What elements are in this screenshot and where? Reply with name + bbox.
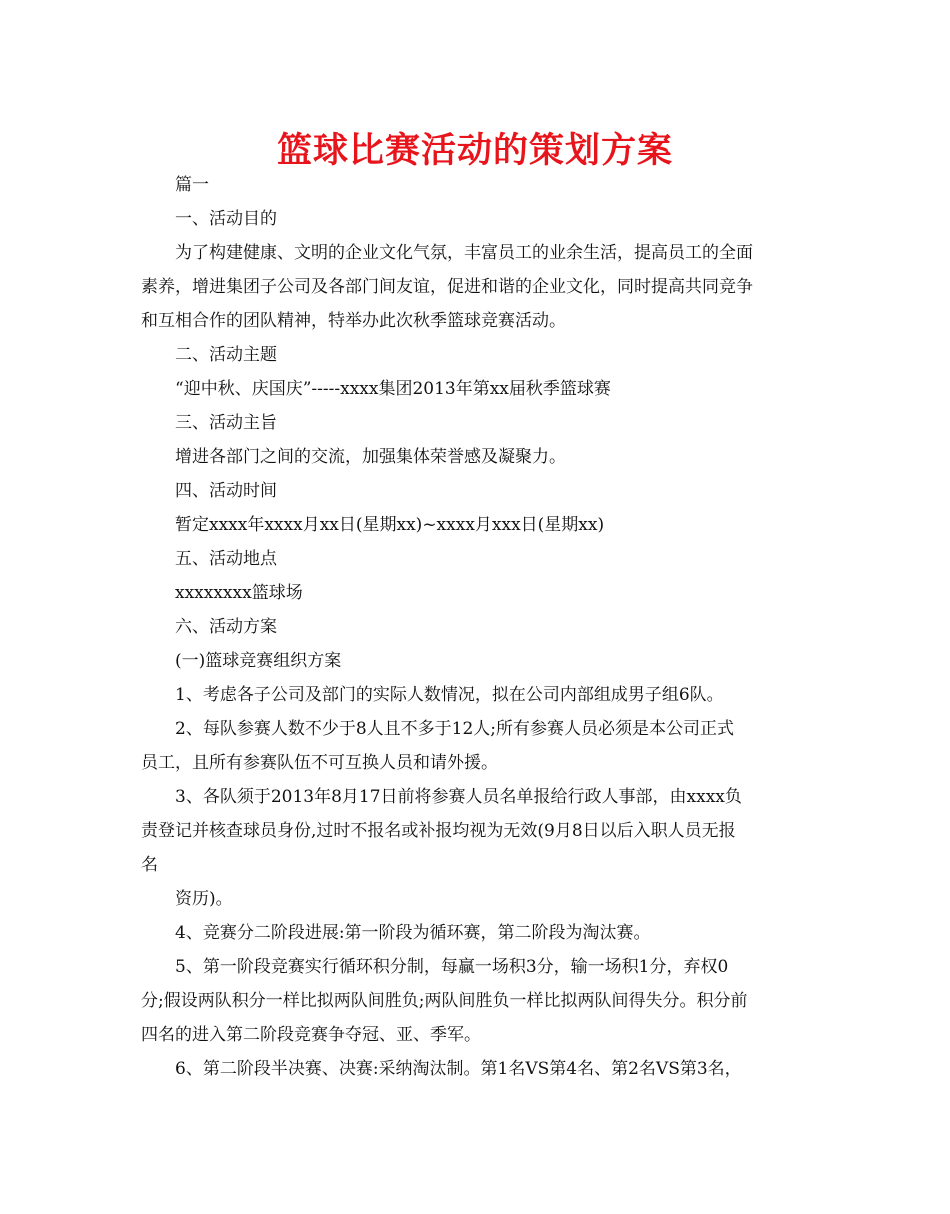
section-heading: 六、活动方案: [175, 617, 277, 637]
paragraph-line: 6、第二阶段半决赛、决赛:采纳淘汰制。第1名VS第4名、第2名VS第3名，: [175, 1059, 742, 1079]
paragraph-line: 3、各队须于2013年8月17日前将参赛人员名单报给行政人事部，由xxxx负: [175, 787, 742, 807]
paragraph-line: 分;假设两队积分一样比拟两队间胜负;两队间胜负一样比拟两队间得失分。积分前: [141, 991, 748, 1011]
section-heading: 五、活动地点: [175, 549, 277, 569]
part-label: 篇一: [175, 175, 209, 195]
document-body: [141, 168, 821, 1086]
section-heading: 三、活动主旨: [175, 413, 277, 433]
document-title: 篮球比赛活动的策划方案: [276, 131, 673, 171]
paragraph-line: 责登记并核查球员身份,过时不报名或补报均视为无效(9月8日以后入职人员无报: [141, 821, 736, 841]
paragraph-line: 素养，增进集团子公司及各部门间友谊，促进和谐的企业文化，同时提高共同竞争: [141, 277, 753, 297]
paragraph-line: 增进各部门之间的交流，加强集体荣誉感及凝聚力。: [175, 447, 566, 467]
paragraph-line: xxxxxxxx篮球场: [175, 583, 303, 603]
section-heading: 四、活动时间: [175, 481, 277, 501]
paragraph-line: 5、第一阶段竞赛实行循环积分制，每赢一场积3分，输一场积1分，弃权0: [175, 957, 729, 977]
paragraph-line: 2、每队参赛人数不少于8人且不多于12人;所有参赛人员必须是本公司正式: [175, 719, 734, 739]
paragraph-line: 员工，且所有参赛队伍不可互换人员和请外援。: [141, 753, 498, 773]
subsection-heading: (一)篮球竞赛组织方案: [175, 651, 342, 671]
section-heading: 二、活动主题: [175, 345, 277, 365]
paragraph-line: 和互相合作的团队精神，特举办此次秋季篮球竞赛活动。: [141, 311, 566, 331]
paragraph-line: 名: [141, 855, 158, 875]
paragraph-line: 为了构建健康、文明的企业文化气氛，丰富员工的业余生活，提高员工的全面: [175, 243, 753, 263]
section-heading: 一、活动目的: [175, 209, 277, 229]
paragraph-line: 暂定xxxx年xxxx月xx日(星期xx)~xxxx月xxx日(星期xx): [175, 515, 605, 535]
paragraph-line: 四名的进入第二阶段竞赛争夺冠、亚、季军。: [141, 1025, 481, 1045]
paragraph-line: 资历)。: [175, 889, 233, 909]
paragraph-line: 1、考虑各子公司及部门的实际人数情况，拟在公司内部组成男子组6队。: [175, 685, 724, 705]
paragraph-line: “迎中秋、庆国庆”-----xxxx集团2013年第xx届秋季篮球赛: [175, 379, 611, 399]
paragraph-line: 4、竞赛分二阶段进展:第一阶段为循环赛，第二阶段为淘汰赛。: [175, 923, 651, 943]
